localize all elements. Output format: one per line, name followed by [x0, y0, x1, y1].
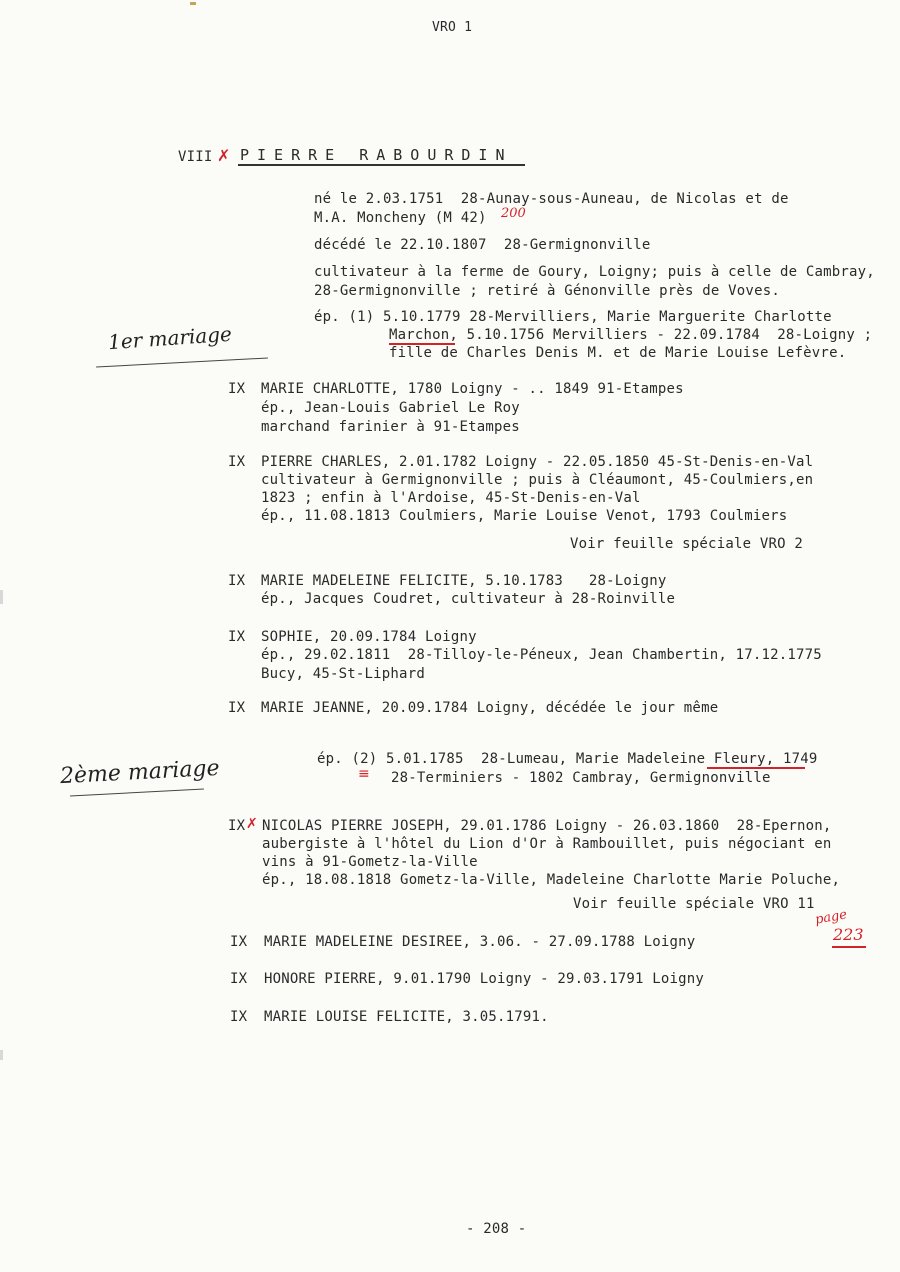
margin-note-underline — [70, 788, 204, 796]
child-entry-line: MARIE JEANNE, 20.09.1784 Loigny, décédée le jour même — [261, 700, 719, 716]
page-ref-word: page — [813, 907, 849, 928]
first-marriage-line: ép. (1) 5.10.1779 28-Mervilliers, Marie Marguerite Charlotte — [314, 309, 832, 325]
child-entry-line: ép., 29.02.1811 28-Tilloy-le-Péneux, Jean Chambertin, 17.12.1775 — [261, 647, 822, 663]
child-entry-line: Bucy, 45-St-Liphard — [261, 666, 425, 682]
child-entry-line: cultivateur à Germignonville ; puis à Cléaumont, 45-Coulmiers,en — [261, 472, 814, 488]
child-entry-line: ép., 18.08.1818 Gometz-la-Ville, Madeleine Charlotte Marie Poluche, — [262, 872, 841, 888]
see-also-reference: Voir feuille spéciale VRO 2 — [570, 536, 803, 552]
child-entry-line: ép., Jacques Coudret, cultivateur à 28-Roinville — [261, 591, 676, 607]
red-check-mark-icon: ✗ — [217, 146, 231, 165]
red-equals-mark-icon: ≡ — [358, 766, 370, 782]
child-generation: IX — [230, 934, 248, 950]
child-generation: IX — [228, 700, 246, 716]
child-entry-line: ép., Jean-Louis Gabriel Le Roy — [261, 400, 520, 416]
child-entry-line: MARIE CHARLOTTE, 1780 Loigny - .. 1849 91-Etampes — [261, 381, 684, 397]
scan-speckle — [190, 2, 196, 5]
generation-number: VIII — [178, 149, 213, 165]
birth-line: né le 2.03.1751 28-Aunay-sous-Auneau, de Nicolas et de — [314, 191, 789, 207]
child-entry-line: vins à 91-Gometz-la-Ville — [262, 854, 478, 870]
main-person-name: PIERRE RABOURDIN — [240, 146, 513, 164]
occupation-line-2: 28-Germignonville ; retiré à Génonville près de Voves. — [314, 283, 780, 299]
first-spouse-parents: fille de Charles Denis M. et de Marie Louise Lefèvre. — [389, 345, 847, 361]
child-entry-line: ép., 11.08.1813 Coulmiers, Marie Louise Venot, 1793 Coulmiers — [261, 508, 788, 524]
child-generation: IX — [228, 629, 246, 645]
child-generation: IX — [228, 573, 246, 589]
red-annotation-number: 200 — [501, 206, 526, 221]
second-marriage-line: ép. (2) 5.01.1785 28-Lumeau, Marie Madeleine Fleury, 1749 — [317, 751, 818, 767]
child-entry-line: MARIE MADELEINE DESIREE, 3.06. - 27.09.1788 Loigny — [264, 934, 696, 950]
child-entry-line: SOPHIE, 20.09.1784 Loigny — [261, 629, 477, 645]
scan-speckle — [0, 590, 3, 604]
child-entry-line: aubergiste à l'hôtel du Lion d'Or à Rambouillet, puis négociant en — [262, 836, 832, 852]
parents-line: M.A. Moncheny (M 42) — [314, 210, 487, 226]
margin-note-second-marriage: 2ème mariage — [59, 755, 221, 790]
child-entry-line: MARIE MADELEINE FELICITE, 5.10.1783 28-Loigny — [261, 573, 667, 589]
document-code: VRO 1 — [432, 20, 473, 35]
second-spouse-line: 28-Terminiers - 1802 Cambray, Germignonville — [391, 770, 771, 786]
child-generation: IX — [228, 818, 246, 834]
occupation-line-1: cultivateur à la ferme de Goury, Loigny; puis à celle de Cambray, — [314, 264, 875, 280]
child-generation: IX — [230, 971, 248, 987]
margin-note-first-marriage: 1er mariage — [107, 321, 233, 355]
scan-speckle — [0, 1050, 3, 1060]
margin-note-underline — [96, 357, 268, 367]
child-entry-line: 1823 ; enfin à l'Ardoise, 45-St-Denis-en-Val — [261, 490, 641, 506]
child-entry-line: MARIE LOUISE FELICITE, 3.05.1791. — [264, 1009, 549, 1025]
first-spouse-line: Marchon, 5.10.1756 Mervilliers - 22.09.1784 28-Loigny ; — [389, 327, 873, 343]
child-generation: IX — [230, 1009, 248, 1025]
child-entry-line: NICOLAS PIERRE JOSEPH, 29.01.1786 Loigny - 26.03.1860 28-Epernon, — [262, 818, 832, 834]
page-ref-number: 223 — [833, 925, 864, 944]
child-generation: IX — [228, 454, 246, 470]
child-generation: IX — [228, 381, 246, 397]
child-entry-line: HONORE PIERRE, 9.01.1790 Loigny - 29.03.1791 Loigny — [264, 971, 705, 987]
child-entry-line: PIERRE CHARLES, 2.01.1782 Loigny - 22.05.1850 45-St-Denis-en-Val — [261, 454, 814, 470]
see-also-reference: Voir feuille spéciale VRO 11 — [573, 896, 815, 912]
red-underline — [832, 946, 866, 948]
page-number: - 208 - — [466, 1221, 527, 1237]
death-line: décédé le 22.10.1807 28-Germignonville — [314, 237, 651, 253]
title-underline — [238, 164, 525, 166]
child-entry-line: marchand farinier à 91-Etampes — [261, 419, 520, 435]
red-check-mark-icon: ✗ — [246, 816, 258, 832]
